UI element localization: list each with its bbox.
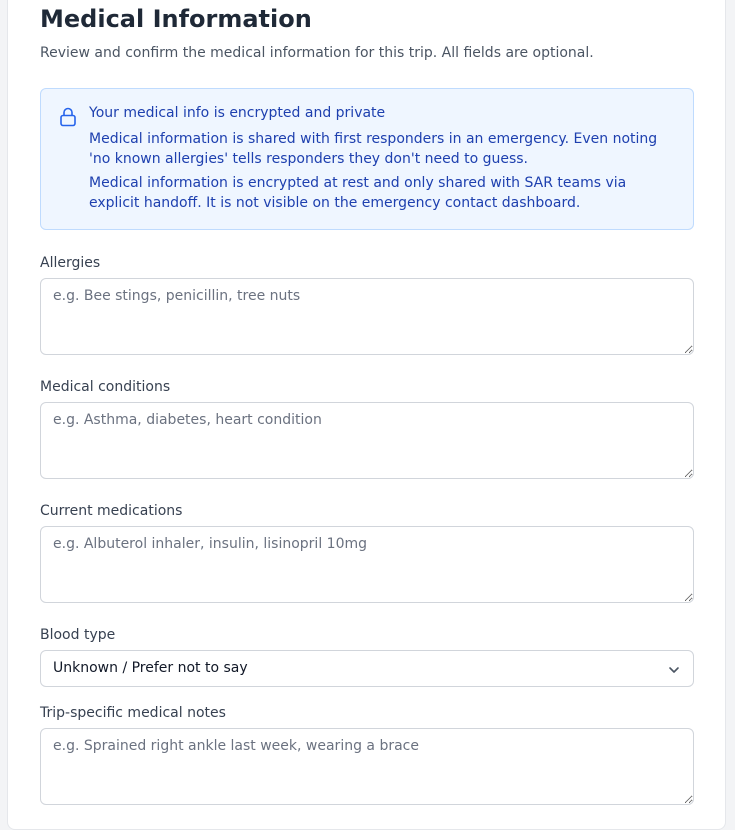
allergies-input[interactable] [40, 278, 694, 355]
lock-icon [59, 107, 77, 127]
blood-type-label: Blood type [40, 627, 116, 643]
page-subtitle: Review and confirm the medical information for this trip. All fields are optional. [40, 45, 594, 61]
trip-notes-input[interactable] [40, 728, 694, 805]
current-medications-input[interactable] [40, 526, 694, 603]
blood-type-select[interactable] [40, 650, 694, 687]
allergies-label: Allergies [40, 255, 101, 271]
privacy-notice-paragraph-2: Medical information is encrypted at rest and only shared with SAR teams via explicit handoff. It is not visible on the emergency contact dashboard. [89, 175, 627, 211]
privacy-notice-paragraph-1: Medical information is shared with first responders in an emergency. Even noting 'no known allergies' tells responders they don't need to guess. [89, 131, 658, 167]
blood-type-selected-value: Unknown / Prefer not to say [53, 660, 248, 676]
privacy-notice [40, 88, 694, 230]
chevron-down-icon [667, 663, 681, 677]
medical-conditions-input[interactable] [40, 402, 694, 479]
medical-conditions-label: Medical conditions [40, 379, 171, 395]
medical-info-card [7, 0, 726, 830]
page-title: Medical Information [40, 5, 312, 33]
privacy-notice-title: Your medical info is encrypted and private [89, 105, 386, 121]
trip-notes-label: Trip-specific medical notes [40, 705, 226, 721]
current-medications-label: Current medications [40, 503, 183, 519]
